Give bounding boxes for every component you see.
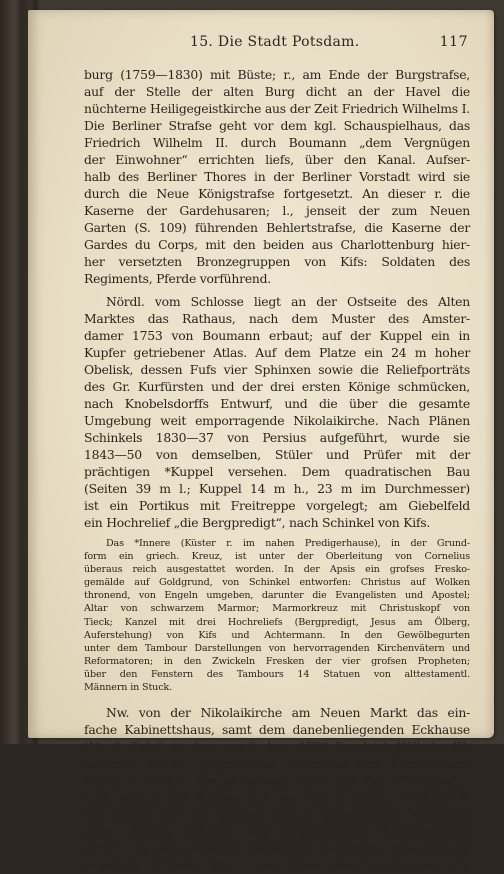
text-line: durch die Neue Königstrafse fortgesetzt. An dieser r. die [84, 186, 470, 201]
text-line: linie jenseit des Kanals auf den von Friedrich Wilhelm I. [84, 790, 470, 806]
text-line: nach Knobelsdorffs Entwurf, und die über die gesamte [84, 396, 470, 411]
text-line: Friedrich Wilhelm III., „dem Vater des Vaterlandes, die [84, 858, 470, 874]
text-line: Die Berliner Strafse geht vor dem kgl. Schauspielhaus, das [84, 118, 470, 133]
text-line: ein Hochrelief „die Bergpredigt“, nach Schinkel von Kifs. [84, 515, 431, 530]
text-line: aus einem See mit grofsen Kosten geschaffenen Wilhelms- [84, 807, 470, 823]
paragraph-gap [84, 694, 470, 704]
text-line: form ein griech. Kreuz, ist unter der Oberleitung von Cornelius [84, 551, 470, 563]
paragraph-kaserne [84, 66, 470, 287]
text-line: Männern in Stuck. [84, 682, 172, 694]
paragraph-rathaus-nikolaikirche [84, 293, 470, 531]
page-edge-shadow [484, 10, 494, 738]
text-line: Das *Innere (Küster r. im nahen Predigerhause), in der Grund- [106, 538, 470, 549]
text-line: gemälde auf Goldgrund, von Schinkel entworfen: Christus auf Wolken [84, 577, 470, 589]
text-line: auf der Stelle der alten Burg dicht an der Havel die [84, 84, 470, 99]
text-line: prächtigen *Kuppel versehen. Dem quadratischen Bau [84, 464, 470, 479]
text-line: Friedrich Wilhelm II. durch Boumann „dem Vergnügen [84, 135, 470, 150]
text-line: Kupfer getriebener Atlas. Auf dem Platze ein 24 m hoher [84, 345, 470, 360]
text-line: Nördl. von der Kirche gelangt man mit der Pferdebahn- [84, 773, 470, 789]
text-line: Auferstehung) von Kifs und Achtermann. In den Gewölbegurten [84, 629, 470, 641]
text-line: Tieck; Kanzel mit drei Hochreliefs (Bergpredigt, Jesus am Ölberg, [84, 616, 470, 628]
text-line: über den Fenstern des Tambours 14 Statuen von alttestamentl. [84, 668, 470, 680]
text-line: (Nr. 8; Tafel), in dem am 3. Aug. 1770 Friedrich Wilhelm III. [84, 739, 470, 755]
text-line: des Gr. Kurfürsten und der drei ersten Könige schmücken, [84, 379, 470, 394]
text-line: her versetzten Bronzegruppen von Kifs: Soldaten des [84, 254, 470, 269]
text-line: nüchterne Heiligegeistkirche aus der Zeit Friedrich Wilhelms I. [84, 101, 470, 116]
text-line: ruhen. In den Anlagen desselben errichtete dem Könige [84, 841, 470, 857]
paragraph-kabinettshaus [84, 704, 470, 874]
text-line: ist ein Portikus mit Freitreppe vorgelegt; am Giebelfeld [84, 498, 470, 513]
page-number: 117 [439, 34, 468, 50]
text-line: 1843—50 von demselben, Stüler und Prüfer mit der [84, 447, 470, 462]
running-head-title: 15. Die Stadt Potsdam. [190, 34, 360, 50]
text-line: Kaserne der Gardehusaren; l., jenseit der zum Neuen [84, 203, 470, 218]
text-line: (Seiten 39 m l.; Kuppel 14 m h., 23 m im Durchmesser) [84, 481, 470, 496]
text-line: Regiments, Pferde vorführend. [84, 271, 272, 286]
text-line: thronend, von Engeln umgeben, darunter die Evangelisten und Apostel; [84, 590, 470, 602]
text-line: überaus reich ausgestattet worden. In der Apsis ein grofses Fresko- [84, 564, 470, 576]
text-line: Altar von schwarzem Marmor; Marmorkreuz mit Christuskopf von [84, 603, 470, 615]
text-line: der Einwohner“ errichten liefs, über den Kanal. Aufser- [84, 152, 470, 167]
text-line: unter dem Tambour Darstellungen von hervorragenden Kirchenvätern und [84, 642, 470, 654]
text-line: damer 1753 von Boumann erbaut; auf der Kuppel ein in [84, 328, 470, 343]
text-line: Nördl. vom Schlosse liegt an der Ostseite des Alten [106, 294, 470, 309]
text-line: Garten (S. 109) führenden Behlertstrafse, die Kaserne der [84, 220, 470, 235]
text-line: fache Kabinettshaus, samt dem danebenliegenden Eckhause [84, 722, 470, 738]
text-line: Schinkels 1830—37 von Persius aufgeführt, wurde sie [84, 430, 470, 445]
text-line: Marktes das Rathaus, nach dem Muster des Amster- [84, 311, 470, 326]
small-print-interior [84, 537, 470, 694]
page-body [84, 66, 470, 874]
text-line: halb des Berliner Thores in der Berliner Vorstadt wird sie [84, 169, 470, 184]
text-line: platz, dessen Gebäude auf eingerammten Baumstämmen [84, 824, 470, 840]
text-line: Reformatoren; in den Zwickeln Fresken der vier grofsen Propheten; [84, 655, 470, 667]
running-head [78, 34, 468, 56]
text-line: Gardes du Corps, mit den beiden aus Charlottenburg hier- [84, 237, 470, 252]
text-line: burg (1759—1830) mit Büste; r., am Ende der Burgstrafse, [84, 67, 470, 82]
text-line: Umgebung weit emporragende Nikolaikirche. Nach Plänen [84, 413, 470, 428]
text-line: geboren wurde, gegenwärtig Wohnung des Kronprinzen. [84, 756, 470, 772]
text-line: Nw. von der Nikolaikirche am Neuen Markt das ein- [106, 705, 470, 721]
text-line: Obelisk, dessen Fufs vier Sphinxen sowie die Reliefporträts [84, 362, 470, 377]
